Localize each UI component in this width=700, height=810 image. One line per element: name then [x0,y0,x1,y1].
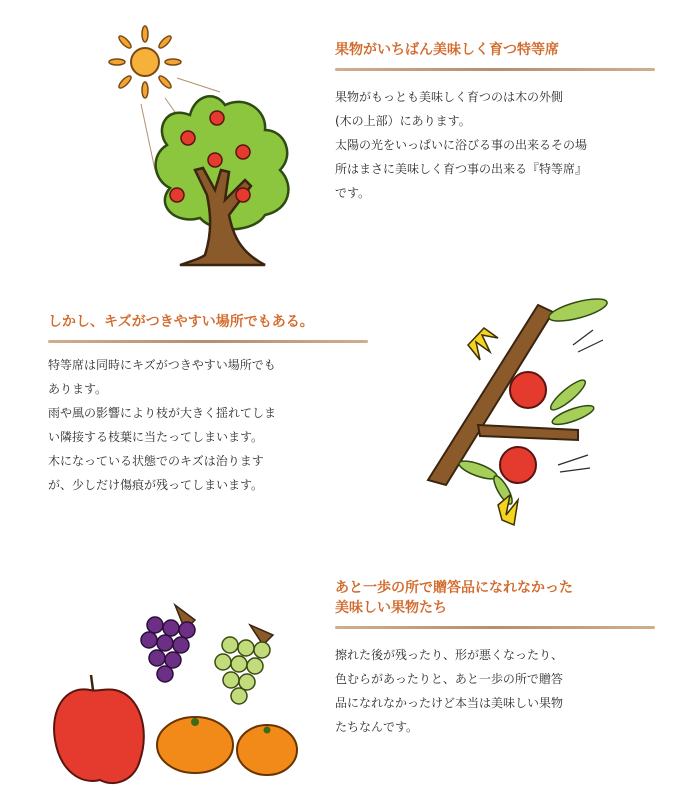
divider [335,626,655,629]
grapes-green-icon [215,625,273,704]
body-line: たちなんです。 [335,720,419,734]
heading-line: 果物がいちばん美味しく育つ特等席 [335,42,559,58]
section-easily-scratched [48,312,368,497]
section-body [335,85,655,205]
divider [335,68,655,71]
section-best-seat [335,40,655,205]
heading-line: あと一歩の所で贈答品になれなかった [335,580,573,596]
body-line: 所はまさに美味しく育つ事の出来る『特等席』 [335,162,588,176]
section-heading [335,40,655,60]
orange-icon [157,717,297,775]
body-line: あります。 [48,382,108,396]
sun-tree-illustration [95,20,305,270]
heading-line: しかし、キズがつきやすい場所でもある。 [48,314,314,330]
body-line: 太陽の光をいっぱいに浴びる事の出来るその場 [335,138,588,152]
body-line: 特等席は同時にキズがつきやすい場所でも [48,358,276,372]
body-line: 雨や風の影響により枝が大きく揺れてしま [48,406,277,420]
apple-icon [54,675,144,783]
divider [48,340,368,343]
apple-tree-icon [156,96,289,265]
section-heading [48,312,368,332]
section-almost-gift-fruits [335,578,655,739]
body-line: です。 [335,186,371,200]
body-line: 擦れた後が残ったり、形が悪くなったり、 [335,648,564,662]
section-body [48,353,368,497]
body-line: 木になっている状態でのキズは治ります [48,454,264,468]
body-line: (木の上部）にあります。 [335,114,471,128]
heading-line: 美味しい果物たち [335,600,447,616]
body-line: 品になれなかったけど本当は美味しい果物 [335,696,564,710]
body-line: 果物がもっとも美味しく育つのは木の外側 [335,90,564,104]
body-line: 色むらがあったりと、あと一歩の所で贈答 [335,672,563,686]
section-heading [335,578,655,618]
body-line: い隣接する枝葉に当たってしまいます。 [48,430,264,444]
grapes-purple-icon [141,605,195,682]
branch-apples-illustration [418,290,618,530]
section-body [335,643,655,739]
body-line: が、少しだけ傷痕が残ってしまいます。 [48,478,264,492]
fruits-illustration [45,600,305,790]
